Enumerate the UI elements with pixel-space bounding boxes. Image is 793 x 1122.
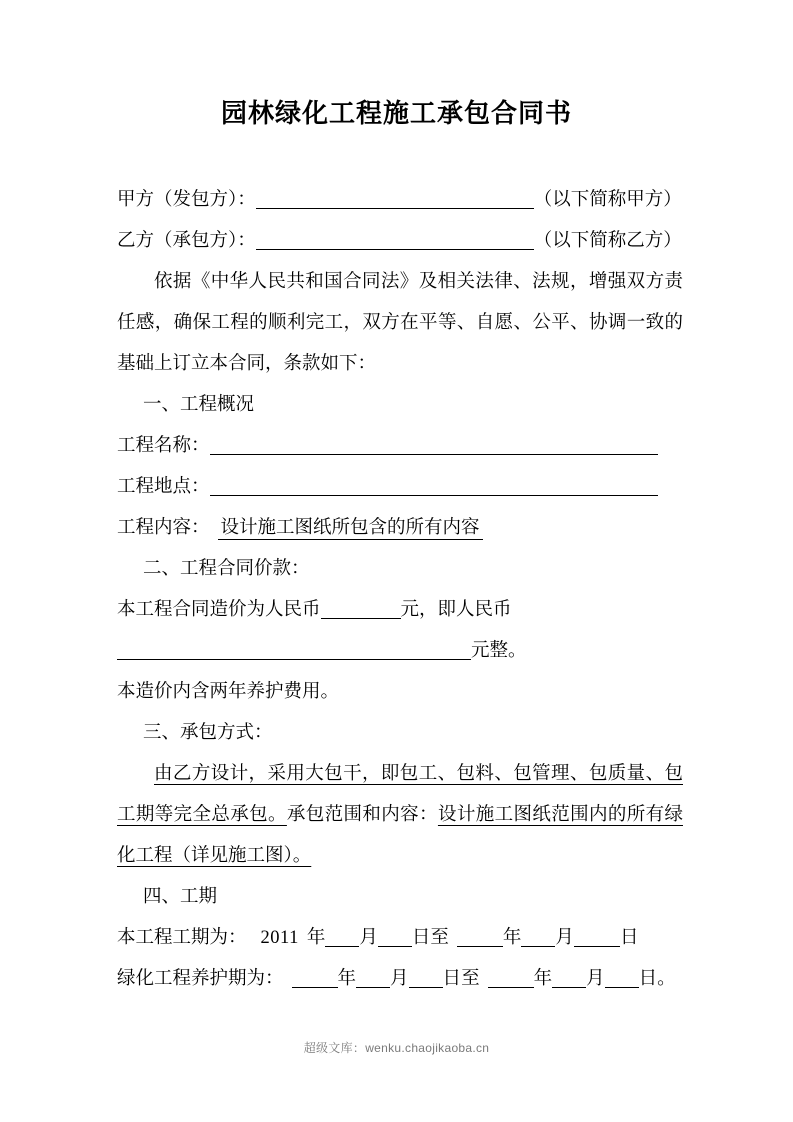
contract-scope-label: 承包范围和内容： [286,805,438,825]
section-one-heading: 一、工程概况 [143,395,255,415]
project-site-blank[interactable] [210,478,658,496]
construction-end-year-unit: 年 [502,928,522,948]
project-content-label: 工程内容： [117,518,210,538]
party-a-line [117,180,683,221]
contract-price-prefix: 本工程合同造价为人民币 [117,600,321,620]
section-four-heading: 四、工期 [143,887,218,907]
maintenance-end-month-unit: 月 [586,969,605,989]
maintenance-start-month-unit: 月 [390,969,409,989]
project-site-label: 工程地点： [117,477,210,497]
construction-period-line [117,918,683,959]
preamble-paragraph: 依据《中华人民共和国合同法》及相关法律、法规，增强双方责任感，确保工程的顺利完工，双方在平等、自愿、公平、协调一致的基础上订立本合同，条款如下： [117,272,683,374]
contract-price-words-line [117,631,683,672]
party-a-blank[interactable] [256,191,534,209]
project-content-value[interactable]: 设计施工图纸所包含的所有内容 [218,518,483,540]
construction-start-day-unit: 日 [411,928,431,948]
construction-end-month-blank[interactable] [521,929,555,947]
construction-start-year-value[interactable]: 2011 [260,928,299,948]
contract-price-suffix: 元整。 [471,641,527,661]
maintenance-start-day-blank[interactable] [409,970,443,988]
project-name-label: 工程名称： [117,436,210,456]
construction-start-month-unit: 月 [359,928,378,948]
contract-price-line [117,590,683,631]
contract-price-mid: 元，即人民币 [400,600,512,620]
construction-end-day-blank[interactable] [574,929,620,947]
construction-start-day-blank[interactable] [378,929,412,947]
party-a-suffix: （以下简称甲方） [533,190,682,210]
document-body [117,180,683,1000]
project-name-line [117,426,683,467]
construction-period-label: 本工程工期为： [117,928,247,948]
maintenance-end-year-unit: 年 [533,969,553,989]
construction-end-year-blank[interactable] [457,929,503,947]
project-content-line [117,508,683,549]
party-b-line [117,221,683,262]
construction-period-to: 至 [430,928,449,948]
maintenance-end-year-blank[interactable] [488,970,534,988]
construction-start-year-unit: 年 [306,928,326,948]
party-b-label: 乙方（承包方）： [117,231,256,251]
document-title: 园林绿化工程施工承包合同书 [220,99,572,128]
maintenance-end-day-unit: 日 [638,969,658,989]
maintenance-period-to: 至 [461,969,480,989]
section-three-body [117,754,683,877]
project-site-line [117,467,683,508]
construction-end-day-unit: 日 [619,928,639,948]
contract-price-amount-blank[interactable] [321,601,401,619]
contract-mode-text-part1: 由乙方设计，采用大包干，即包工、包料、包管理、包质量、包工期等完全总承包。 [117,764,683,825]
maintenance-start-day-unit: 日 [442,969,462,989]
maintenance-start-month-blank[interactable] [356,970,390,988]
contract-scope-value: 设计施工图纸范围内的所有绿化工程（详见施工图）。 [117,805,683,866]
maintenance-start-year-unit: 年 [337,969,357,989]
section-three-heading: 三、承包方式： [143,723,273,743]
party-b-suffix: （以下简称乙方） [533,231,682,251]
construction-start-month-blank[interactable] [325,929,359,947]
party-a-label: 甲方（发包方）： [117,190,256,210]
maintenance-end-month-blank[interactable] [552,970,586,988]
maintenance-end-punct: 。 [657,969,676,989]
section-two-heading: 二、工程合同价款： [143,559,310,579]
construction-end-month-unit: 月 [555,928,574,948]
project-name-blank[interactable] [210,437,658,455]
maintenance-cost-note: 本造价内含两年养护费用。 [117,682,340,702]
greening-maintenance-period-line [117,959,683,1000]
greening-maintenance-label: 绿化工程养护期为： [117,969,284,989]
footer-watermark: 超级文库：wenku.chaojikaoba.cn [303,1041,490,1055]
contract-price-words-blank[interactable] [117,642,471,660]
maintenance-start-year-blank[interactable] [292,970,338,988]
party-b-blank[interactable] [256,232,534,250]
maintenance-end-day-blank[interactable] [605,970,639,988]
